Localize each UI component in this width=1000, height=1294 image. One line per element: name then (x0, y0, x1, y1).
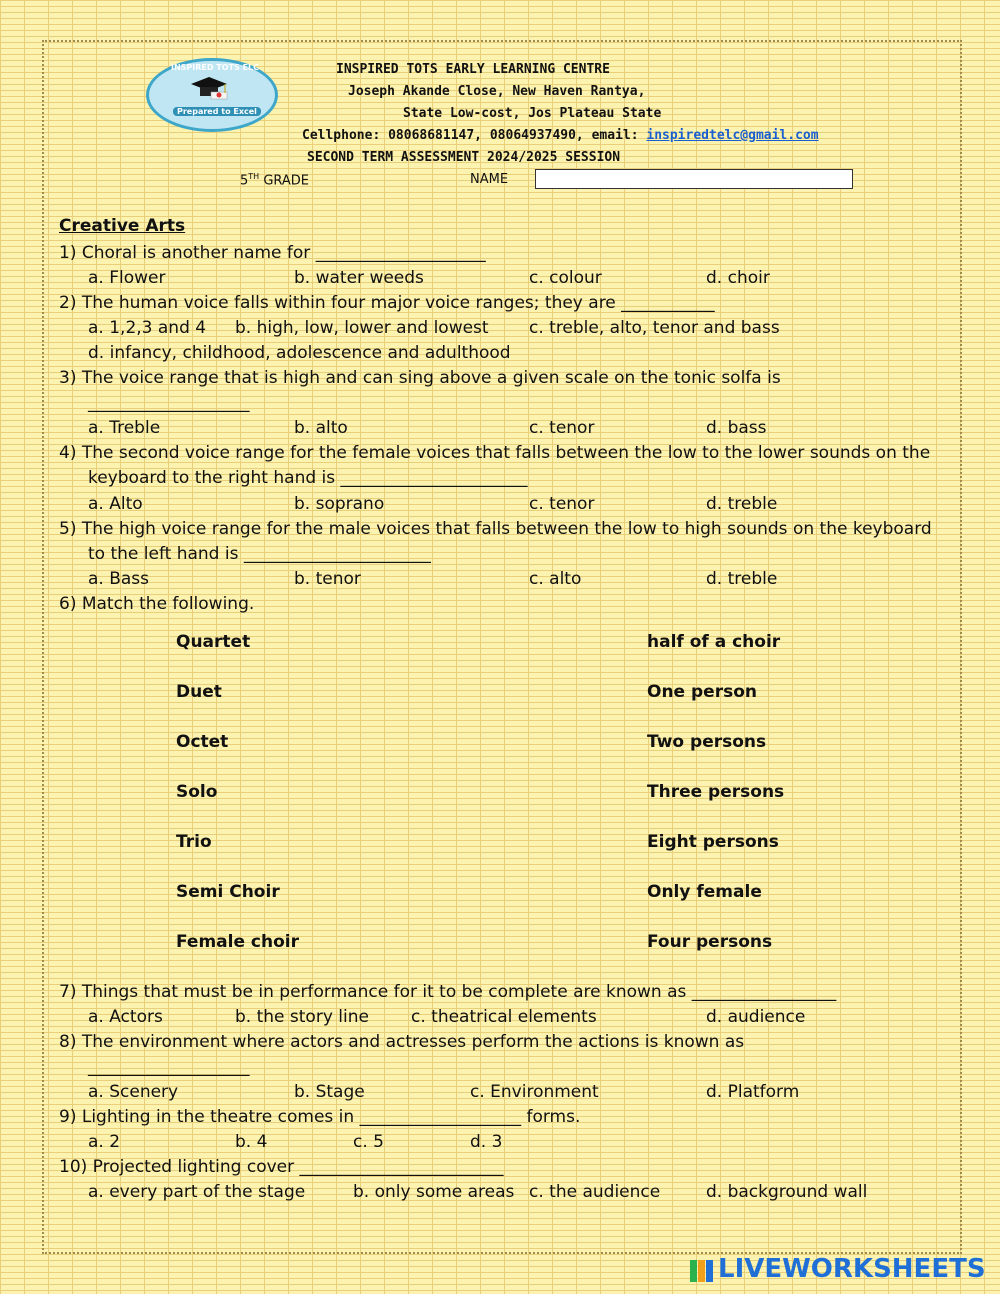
section-title: Creative Arts (59, 216, 186, 236)
q8-option-b[interactable]: b. Stage (294, 1082, 365, 1102)
q8-option-d[interactable]: d. Platform (706, 1082, 800, 1102)
liveworksheets-logo-icon (690, 1260, 714, 1282)
match-right-item[interactable]: half of a choir (647, 632, 781, 652)
contact-prefix: Cellphone: 08068681147, 08064937490, email: (302, 128, 639, 143)
q2-option-c[interactable]: c. treble, alto, tenor and bass (529, 318, 780, 338)
name-input[interactable] (535, 169, 853, 189)
grade-word: GRADE (263, 173, 310, 189)
contact-line (302, 128, 819, 143)
match-right-item[interactable]: Two persons (647, 732, 767, 752)
question-5: 5) The high voice range for the male voices that falls between the low to high sounds on the keyboard (59, 519, 932, 539)
question-6: 6) Match the following. (59, 594, 255, 614)
school-name: INSPIRED TOTS EARLY LEARNING CENTRE (336, 62, 610, 77)
q8-blank: ___________________ (88, 1057, 250, 1077)
q9-option-b[interactable]: b. 4 (235, 1132, 268, 1152)
question-1: 1) Choral is another name for ____________________ (59, 243, 486, 263)
q2-option-d[interactable]: d. infancy, childhood, adolescence and adulthood (88, 343, 511, 363)
liveworksheets-brand[interactable]: LIVEWORKSHEETS (718, 1254, 986, 1284)
q10-option-a[interactable]: a. every part of the stage (88, 1182, 306, 1202)
q1-option-a[interactable]: a. Flower (88, 268, 166, 288)
logo-motto: Prepared to Excel (173, 107, 261, 116)
q10-option-b[interactable]: b. only some areas (353, 1182, 515, 1202)
address-line-2: State Low-cost, Jos Plateau State (403, 106, 662, 121)
q9-option-c[interactable]: c. 5 (353, 1132, 384, 1152)
q8-option-a[interactable]: a. Scenery (88, 1082, 179, 1102)
q4-option-d[interactable]: d. treble (706, 494, 778, 514)
q7-option-d[interactable]: d. audience (706, 1007, 806, 1027)
question-4: 4) The second voice range for the female voices that falls between the low to the lower sounds on the (59, 443, 931, 463)
assessment-title: SECOND TERM ASSESSMENT 2024/2025 SESSION (307, 150, 621, 165)
q10-option-c[interactable]: c. the audience (529, 1182, 661, 1202)
q10-option-d[interactable]: d. background wall (706, 1182, 868, 1202)
match-right-item[interactable]: Four persons (647, 932, 773, 952)
grade-number: 5 (240, 173, 249, 189)
match-right-item[interactable]: Only female (647, 882, 762, 902)
question-7: 7) Things that must be in performance for it to be complete are known as _________________ (59, 982, 837, 1002)
match-left-item[interactable]: Quartet (176, 632, 251, 652)
match-left-item[interactable]: Octet (176, 732, 229, 752)
email-link[interactable]: inspiredtelc@gmail.com (646, 128, 819, 143)
q7-option-c[interactable]: c. theatrical elements (411, 1007, 597, 1027)
question-9: 9) Lighting in the theatre comes in ___________________ forms. (59, 1107, 581, 1127)
address-line-1: Joseph Akande Close, New Haven Rantya, (348, 84, 646, 99)
question-5-cont: to the left hand is ______________________ (88, 544, 431, 564)
graduation-cap-icon (189, 75, 229, 103)
question-4-cont: keyboard to the right hand is ______________________ (88, 468, 528, 488)
question-8: 8) The environment where actors and actresses perform the actions is known as (59, 1032, 745, 1052)
match-right-item[interactable]: One person (647, 682, 757, 702)
question-3: 3) The voice range that is high and can sing above a given scale on the tonic solfa is (59, 368, 781, 388)
grade-sup: TH (248, 172, 260, 181)
name-label: NAME (470, 172, 509, 187)
q3-option-b[interactable]: b. alto (294, 418, 348, 438)
question-10: 10) Projected lighting cover ________________________ (59, 1157, 504, 1177)
q9-option-d[interactable]: d. 3 (470, 1132, 503, 1152)
q3-option-c[interactable]: c. tenor (529, 418, 595, 438)
question-2: 2) The human voice falls within four major voice ranges; they are ___________ (59, 293, 715, 313)
q5-option-a[interactable]: a. Bass (88, 569, 150, 589)
q1-option-b[interactable]: b. water weeds (294, 268, 424, 288)
q4-option-c[interactable]: c. tenor (529, 494, 595, 514)
match-right-item[interactable]: Three persons (647, 782, 785, 802)
q4-option-a[interactable]: a. Alto (88, 494, 143, 514)
q3-option-a[interactable]: a. Treble (88, 418, 161, 438)
q9-option-a[interactable]: a. 2 (88, 1132, 121, 1152)
q7-option-b[interactable]: b. the story line (235, 1007, 369, 1027)
q4-option-b[interactable]: b. soprano (294, 494, 385, 514)
q2-option-b[interactable]: b. high, low, lower and lowest (235, 318, 489, 338)
q2-option-a[interactable]: a. 1,2,3 and 4 (88, 318, 207, 338)
q5-option-b[interactable]: b. tenor (294, 569, 361, 589)
match-left-item[interactable]: Semi Choir (176, 882, 280, 902)
match-left-item[interactable]: Solo (176, 782, 218, 802)
q1-option-d[interactable]: d. choir (706, 268, 770, 288)
q7-option-a[interactable]: a. Actors (88, 1007, 163, 1027)
q5-option-c[interactable]: c. alto (529, 569, 582, 589)
q8-option-c[interactable]: c. Environment (470, 1082, 599, 1102)
match-left-item[interactable]: Female choir (176, 932, 299, 952)
grade-label (240, 172, 309, 188)
match-left-item[interactable]: Duet (176, 682, 222, 702)
q3-option-d[interactable]: d. bass (706, 418, 767, 438)
logo-ring-text: INSPIRED TOTS ELC (171, 63, 260, 72)
q5-option-d[interactable]: d. treble (706, 569, 778, 589)
q3-blank: ___________________ (88, 393, 250, 413)
match-left-item[interactable]: Trio (176, 832, 212, 852)
q1-option-c[interactable]: c. colour (529, 268, 602, 288)
school-logo (146, 58, 278, 132)
match-right-item[interactable]: Eight persons (647, 832, 779, 852)
